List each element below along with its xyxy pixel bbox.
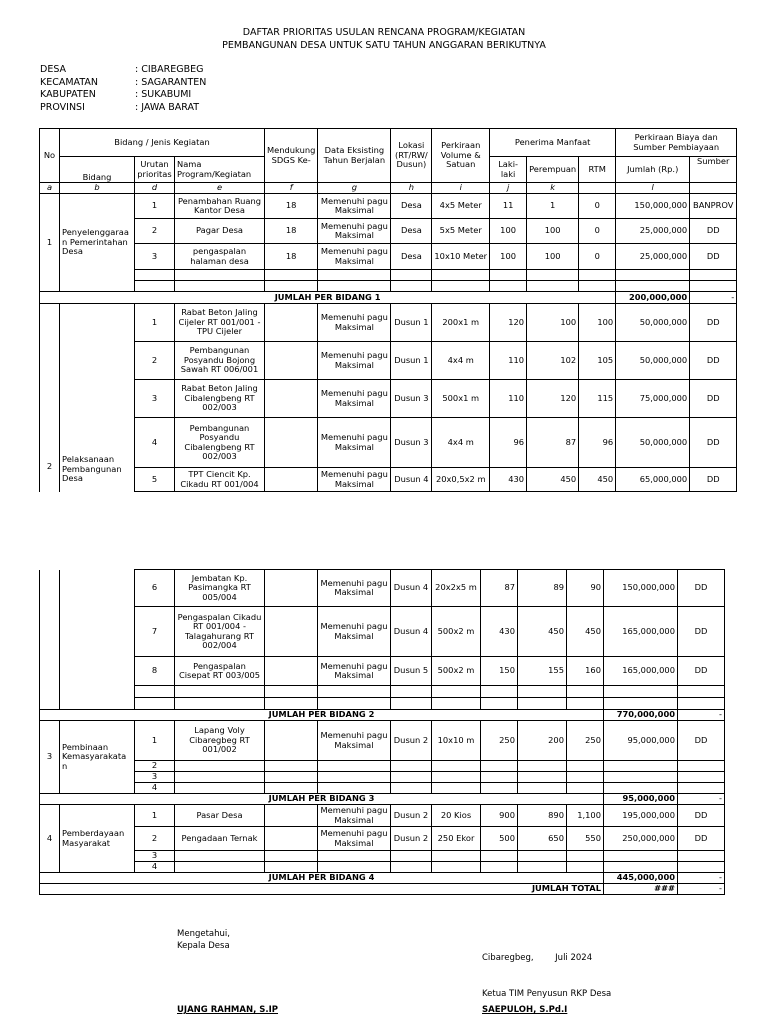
subtotal-value: 200,000,000	[616, 292, 690, 304]
empty-row	[40, 281, 737, 292]
subtotal-row: JUMLAH PER BIDANG 1 200,000,000 -	[40, 292, 737, 304]
subtotal-label: JUMLAH PER BIDANG 3	[40, 794, 604, 805]
title-line-1: DAFTAR PRIORITAS USULAN RENCANA PROGRAM/KEGIATAN	[242, 27, 526, 38]
info-kecamatan: KECAMATAN : SAGARANTEN	[40, 76, 207, 88]
col-letter: l	[616, 183, 690, 194]
table-row: 3 Rabat Beton Jaling Cibalengbeng RT 002/003 Memenuhi pagu Maksimal Dusun 3 500x1 m 110 120 115 75,000,000 DD	[40, 380, 737, 418]
header-biaya: Perkiraan Biaya dan Sumber Pembiayaan	[616, 129, 737, 157]
subtotal-value: 95,000,000	[604, 794, 678, 805]
info-provinsi: PROVINSI : JAWA BARAT	[40, 101, 200, 113]
col-letter: g	[318, 183, 391, 194]
info-kabupaten: KABUPATEN : SUKABUMI	[40, 89, 192, 100]
header-laki: Laki-laki	[490, 157, 527, 183]
table-row: 3	[40, 851, 725, 862]
table-row: 3 pengaspalan halaman desa 18 Memenuhi pagu Maksimal Desa 10x10 Meter 100 100 0 25,000,000 DD	[40, 244, 737, 270]
empty-row	[40, 270, 737, 281]
header-lokasi: Lokasi (RT/RW/ Dusun)	[391, 129, 432, 183]
subtotal-row: JUMLAH PER BIDANG 4 445,000,000 -	[40, 873, 725, 884]
header-volume: Perkiraan Volume & Satuan	[432, 129, 490, 183]
header-penerima: Penerima Manfaat	[490, 129, 616, 157]
table-row: 8 Pengaspalan Cisepat RT 003/005 Memenuhi pagu Maksimal Dusun 5 500x2 m 150 155 160 165,000,000 DD	[40, 657, 725, 686]
header-rtm: RTM	[579, 157, 616, 183]
subtotal-value: 445,000,000	[604, 873, 678, 884]
table-row: 4	[40, 783, 725, 794]
signature-left: Mengetahui, Kepala Desa	[177, 929, 230, 951]
col-letter: k	[527, 183, 579, 194]
subtotal-row: JUMLAH PER BIDANG 3 95,000,000 -	[40, 794, 725, 805]
header-bidang-jenis: Bidang / Jenis Kegiatan	[60, 129, 265, 157]
table-row: 2 Pagar Desa 18 Memenuhi pagu Maksimal Desa 5x5 Meter 100 100 0 25,000,000 DD	[40, 219, 737, 244]
signature-right: Cibaregbeg, Juli 2024 Ketua TIM Penyusun RKP Desa	[482, 953, 612, 999]
priority-table-part-2	[39, 569, 725, 895]
header-jumlah: Jumlah (Rp.)	[616, 157, 690, 183]
village-info	[40, 64, 206, 114]
col-letter: e	[175, 183, 265, 194]
table-row: 2 Pengadaan Ternak Memenuhi pagu Maksimal Dusun 2 250 Ekor 500 650 550 250,000,000 DD	[40, 827, 725, 851]
grand-total-value: ###	[604, 884, 678, 895]
subtotal-value: 770,000,000	[604, 710, 678, 721]
col-letter: j	[490, 183, 527, 194]
bidang-name: Pembinaan Kemasyarakata n	[60, 721, 135, 794]
bidang-name: Pelaksanaan Pembangunan Desa	[60, 304, 135, 492]
empty-row	[40, 698, 725, 710]
col-letter: a	[40, 183, 60, 194]
table-row: 4 Pembangunan Posyandu Cibalengbeng RT 002/003 Memenuhi pagu Maksimal Dusun 3 4x4 m 96 87 96 50,000,000 DD	[40, 418, 737, 468]
table-row: 3 Pembinaan Kemasyarakata n 1 Lapang Voly Cibaregbeg RT 001/002 Memenuhi pagu Maksimal Dusun 2 10x10 m 250 200 250 95,000,000 DD	[40, 721, 725, 761]
signature-left-name: UJANG RAHMAN, S.IP	[177, 1005, 279, 1015]
header-nama: Nama Program/Kegiatan	[175, 157, 265, 183]
bidang-name: Penyelenggaraa n Pemerintahan Desa	[60, 194, 135, 292]
col-letter: h	[391, 183, 432, 194]
table-row: 6 Jembatan Kp. Pasimangka RT 005/004 Memenuhi pagu Maksimal Dusun 4 20x2x5 m 87 89 90 150,000,000 DD	[40, 570, 725, 607]
empty-row	[40, 686, 725, 698]
bidang-no: 2	[40, 304, 60, 492]
header-data-eksisting: Data Eksisting Tahun Berjalan	[318, 129, 391, 183]
title-line-2: PEMBANGUNAN DESA UNTUK SATU TAHUN ANGGARAN BERIKUTNYA	[222, 40, 546, 51]
subtotal-row: JUMLAH PER BIDANG 2 770,000,000 -	[40, 710, 725, 721]
subtotal-label: JUMLAH PER BIDANG 4	[40, 873, 604, 884]
table-row: 7 Pengaspalan Cikadu RT 001/004 - Talagahurang RT 002/004 Memenuhi pagu Maksimal Dusun 4 500x2 m 430 450 450 165,000,000 DD	[40, 607, 725, 657]
col-letter: b	[60, 183, 135, 194]
col-letter	[579, 183, 616, 194]
header-perempuan: Perempuan	[527, 157, 579, 183]
table-row: 4	[40, 862, 725, 873]
header-sumber: Sumber	[690, 157, 737, 183]
subtotal-label: JUMLAH PER BIDANG 1	[40, 292, 616, 304]
col-letter: d	[135, 183, 175, 194]
table-row: 4 Pemberdayaan Masyarakat 1 Pasar Desa Memenuhi pagu Maksimal Dusun 2 20 Kios 900 890 1,100 195,000,000 DD	[40, 805, 725, 827]
header-urutan: Urutan prioritas	[135, 157, 175, 183]
table-row: 2 Pelaksanaan Pembangunan Desa 1 Rabat Beton Jaling Cijeler RT 001/001 - TPU Cijeler Memenuhi pagu Maksimal Dusun 1 200x1 m 120 100 100 50,000,000 DD	[40, 304, 737, 342]
table-row: 1 Penyelenggaraa n Pemerintahan Desa 1 Penambahan Ruang Kantor Desa 18 Memenuhi pagu Maksimal Desa 4x5 Meter 11 1 0 150,000,000 BANPROV	[40, 194, 737, 219]
col-letter: i	[432, 183, 490, 194]
col-letter: f	[265, 183, 318, 194]
grand-total-row: JUMLAH TOTAL ### -	[40, 884, 725, 895]
header-bidang: Bidang	[60, 157, 135, 183]
priority-table-part-1	[39, 128, 737, 492]
subtotal-label: JUMLAH PER BIDANG 2	[40, 710, 604, 721]
table-row: 5 TPT Ciencit Kp. Cikadu RT 001/004 Memenuhi pagu Maksimal Dusun 4 20x0,5x2 m 430 450 450 65,000,000 DD	[40, 468, 737, 492]
signature-right-name: SAEPULOH, S.Pd.I	[482, 1005, 568, 1015]
info-desa: DESA : CIBAREGBEG	[40, 64, 204, 75]
bidang-name: Pemberdayaan Masyarakat	[60, 805, 135, 873]
table-row: 2	[40, 761, 725, 772]
bidang-no: 3	[40, 721, 60, 794]
bidang-no: 4	[40, 805, 60, 873]
table-row: 2 Pembangunan Posyandu Bojong Sawah RT 006/001 Memenuhi pagu Maksimal Dusun 1 4x4 m 110 102 105 50,000,000 DD	[40, 342, 737, 380]
grand-total-label: JUMLAH TOTAL	[40, 884, 604, 895]
table-row: 3	[40, 772, 725, 783]
header-sdgs: Mendukung SDGS Ke-	[265, 129, 318, 183]
document-title	[0, 26, 768, 52]
header-no: No	[40, 129, 60, 183]
bidang-no: 1	[40, 194, 60, 292]
